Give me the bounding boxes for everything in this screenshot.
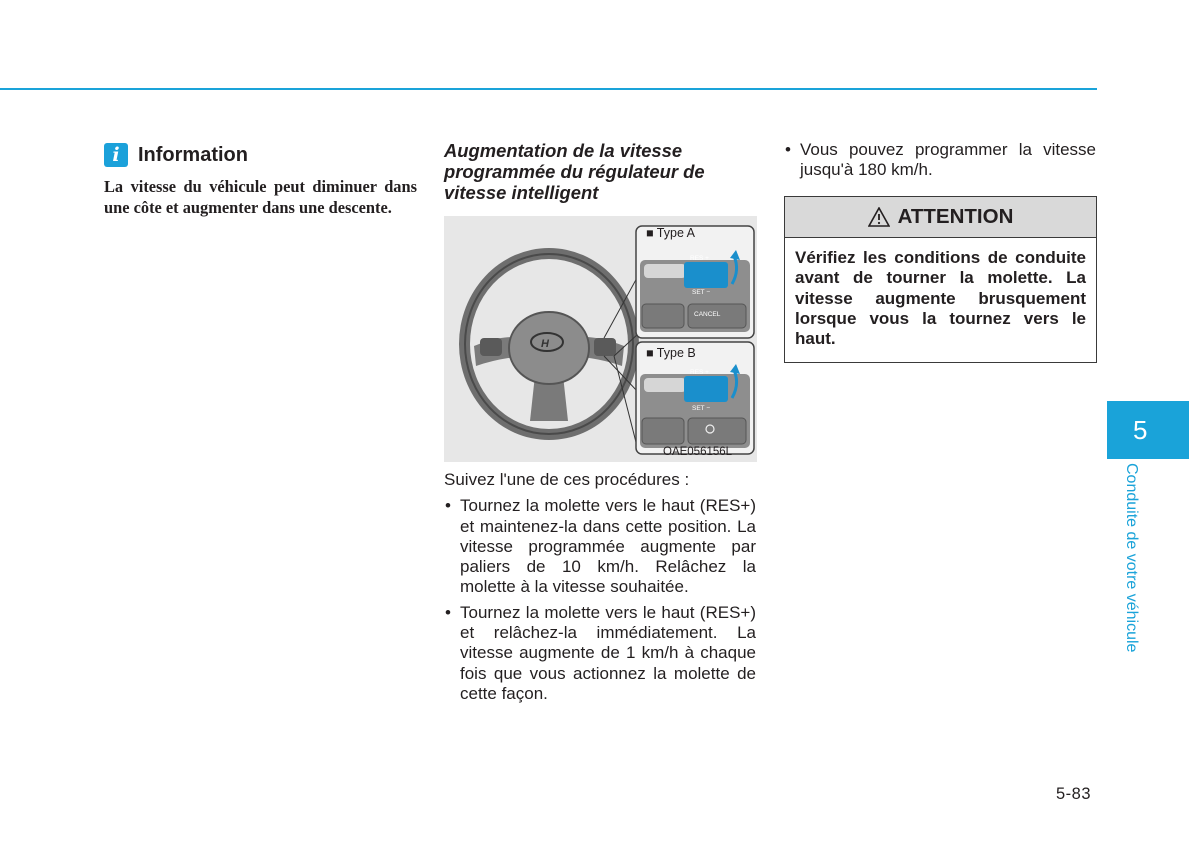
chapter-number-tab: 5 [1107, 401, 1189, 459]
section-title: Augmentation de la vitesse programmée du régulateur de vitesse intelligent [444, 140, 705, 203]
res-label-b: RES + [690, 369, 709, 376]
figure-label-type-a: ■ Type A [646, 226, 696, 240]
steering-wheel-illustration [444, 216, 757, 462]
information-header [104, 143, 248, 167]
page-number: 5-83 [1056, 785, 1092, 803]
set-label-b: SET − [692, 405, 711, 412]
procedure-bullet: • Tournez la molette vers le haut (RES+) et maintenez-la dans cette position. La vitesse programmée augmente par paliers de 10 km/h. Relâchez la molette à la vitesse souhaitée. [444, 496, 756, 597]
procedure-list [444, 496, 756, 704]
info-icon: i [104, 143, 128, 167]
attention-body: Vérifiez les conditions de conduite avant de tourner la molette. La vitesse augmente brusquement lorsque vous la tournez vers le haut. [795, 248, 1086, 349]
procedure-intro: Suivez l'une de ces procédures : [444, 470, 690, 489]
procedure-bullet: • Tournez la molette vers le haut (RES+) et relâchez-la immédiatement. La vitesse augmente de 1 km/h à chaque fois que vous actionnez la molette de cette façon. [444, 603, 756, 704]
set-label-a: SET − [692, 289, 711, 296]
speed-limit-list [784, 140, 1096, 181]
information-title: Information [138, 143, 248, 166]
attention-title: ATTENTION [897, 205, 1014, 228]
procedure-block [444, 470, 756, 709]
figure-code: OAE056156L [663, 446, 733, 458]
top-rule [0, 88, 1097, 90]
speed-limit-bullet: • Vous pouvez programmer la vitesse jusqu'à 180 km/h. [784, 140, 1096, 181]
speed-limit-block [784, 140, 1096, 186]
figure-label-type-b: ■ Type B [646, 346, 696, 360]
warning-triangle-icon [868, 207, 890, 227]
svg-text:H: H [541, 338, 549, 350]
cancel-label: CANCEL [694, 311, 721, 318]
steering-wheel-figure [444, 216, 757, 462]
chapter-title-tab: Conduite de votre véhicule [1123, 463, 1140, 653]
res-label-a: RES + [690, 255, 709, 262]
attention-header [785, 197, 1096, 238]
attention-box [784, 196, 1097, 363]
information-body: La vitesse du véhicule peut diminuer dans une côte et augmenter dans une descente. [104, 177, 417, 217]
